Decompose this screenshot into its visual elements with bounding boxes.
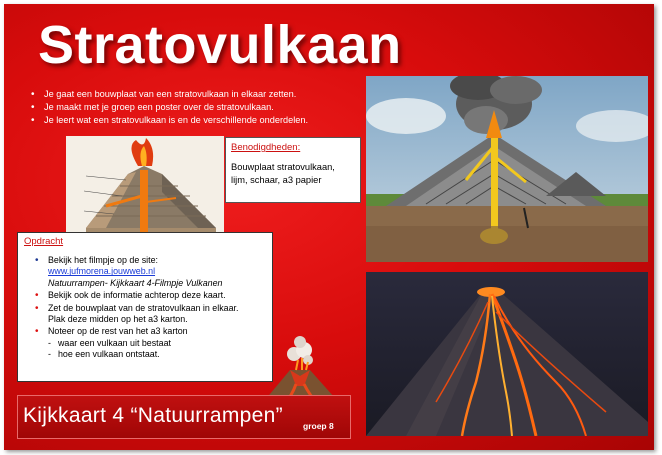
supplies-line: lijm, schaar, a3 papier [231,175,322,185]
assignment-header: Opdracht [24,236,64,247]
footer-title: Kijkkaart 4 “Natuurrampen” [23,404,283,427]
supplies-box [225,137,361,203]
assignment-text: Zet de bouwplaat van de stratovulkaan in elkaar. [48,302,239,313]
video-note: Natuurrampen- Kijkkaart 4-Filmpje Vulkanen [48,277,223,288]
bullet-icon: • [35,302,39,314]
assignment-text: Noteer op de rest van het a3 karton [48,326,188,337]
lava-volcano-photo [366,272,648,436]
bullet-icon: • [35,290,39,302]
stratovolcano-cross-section-image [366,76,648,262]
list-item [35,255,266,289]
website-link[interactable]: www.jufmorena.jouwweb.nl [48,266,156,277]
list-item [35,326,266,360]
dash-marker: - [48,349,51,360]
supplies-line: Bouwplaat stratovulkaan, [231,162,335,172]
dash-marker: - [48,337,51,348]
list-item [35,302,266,326]
sub-item: - hoe een vulkaan ontstaat. [48,349,160,360]
bullet-icon: • [35,255,39,266]
intro-item: • Je leert wat een stratovulkaan is en de verschillende onderdelen. [26,114,366,127]
assignment-text: Bekijk het filmpje op de site: [48,255,159,265]
list-item [35,290,266,302]
page-title: Stratovulkaan [38,15,402,75]
assignment-box [17,232,273,382]
supplies-header: Benodigdheden: [231,142,301,153]
assignment-text: Plak deze midden op het a3 karton. [48,314,188,325]
intro-item: • Je maakt met je groep een poster over de stratovulkaan. [26,101,366,114]
bullet-icon: • [35,326,39,338]
intro-list [26,88,366,127]
sub-item: - waar een vulkaan uit bestaat [48,337,171,348]
assignment-text: Bekijk ook de informatie achterop deze kaart. [48,290,226,301]
card-footer [17,395,351,439]
kijkkaart-card [4,4,654,450]
grade-label: groep 8 [303,421,334,431]
intro-item: • Je gaat een bouwplaat van een stratovulkaan in elkaar zetten. [26,88,366,101]
assignment-list [24,255,266,361]
